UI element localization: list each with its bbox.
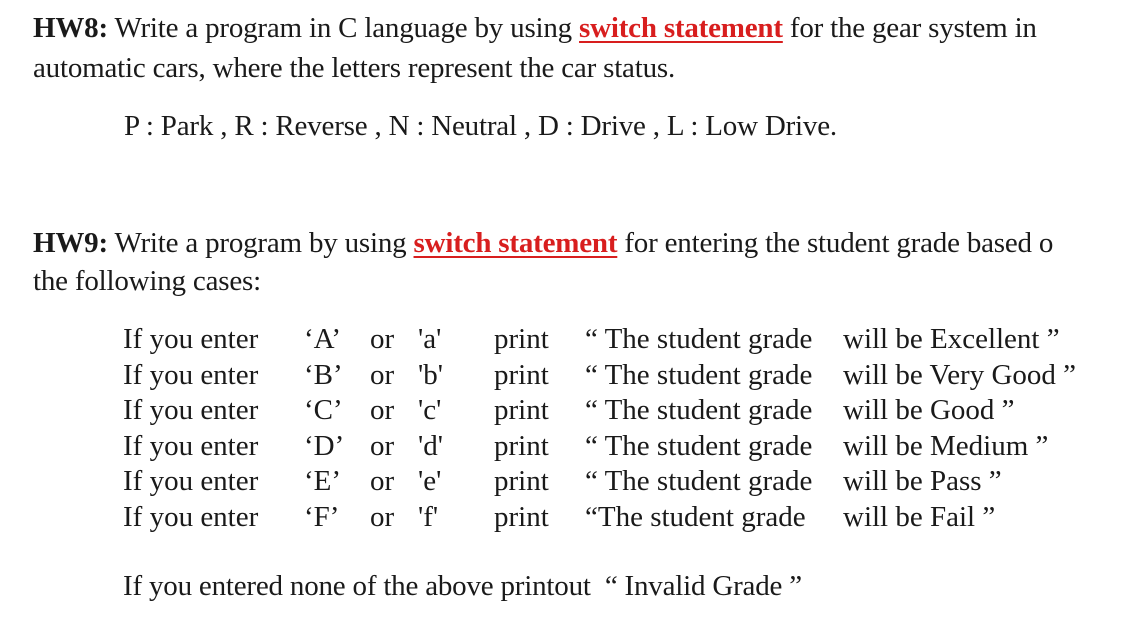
case-upper: ‘D’ — [304, 429, 345, 462]
case-result: will be Good ” — [843, 394, 1015, 426]
hw8-text-after: for the gear system in — [782, 12, 1037, 44]
case-result: will be Excellent ” — [843, 323, 1060, 355]
case-or: or — [370, 429, 395, 462]
case-print: print — [494, 429, 549, 462]
case-or: or — [370, 465, 395, 497]
case-lower: 'b' — [418, 358, 443, 391]
hw9-fallback: If you entered none of the above printout “ Invalid Grade ” — [123, 570, 802, 602]
case-lead: If you enter — [123, 429, 259, 462]
case-message: “ The student grade — [585, 394, 813, 426]
case-or: or — [370, 323, 395, 355]
case-or: or — [370, 500, 395, 533]
case-message: “ The student grade — [585, 465, 813, 497]
hw8-text-before: Write a program in C language by using — [107, 12, 580, 44]
case-lower: 'd' — [418, 429, 443, 462]
case-lead: If you enter — [123, 500, 259, 533]
case-or: or — [370, 358, 395, 391]
case-upper: ‘A’ — [304, 323, 342, 355]
case-or: or — [370, 394, 395, 426]
case-upper: ‘E’ — [304, 465, 342, 497]
case-print: print — [494, 465, 549, 497]
hw8-line2: automatic cars, where the letters represent the car status. — [33, 52, 676, 84]
hw9-emphasis: switch statement — [413, 227, 618, 259]
hw9-heading-line — [33, 225, 1053, 261]
hw8-emphasis: switch statement — [579, 12, 783, 44]
case-result: will be Pass ” — [843, 465, 1002, 497]
case-message: “ The student grade — [585, 323, 813, 355]
case-lead: If you enter — [123, 358, 259, 391]
case-upper: ‘F’ — [304, 500, 340, 533]
hw9-text-after: for entering the student grade based o — [617, 227, 1054, 259]
case-result: will be Medium ” — [843, 429, 1049, 462]
case-message: “ The student grade — [585, 358, 813, 391]
hw8-heading-line — [33, 10, 1037, 46]
case-message: “The student grade — [585, 500, 806, 533]
case-lead: If you enter — [123, 394, 259, 426]
case-upper: ‘B’ — [304, 358, 343, 391]
case-result: will be Fail ” — [843, 500, 996, 533]
case-result: will be Very Good ” — [843, 358, 1077, 391]
case-lead: If you enter — [123, 323, 259, 355]
case-lower: 'f' — [418, 500, 439, 533]
case-print: print — [494, 394, 549, 426]
case-lower: 'a' — [418, 323, 442, 355]
hw8-gears: P : Park , R : Reverse , N : Neutral , D : Drive , L : Low Drive. — [124, 110, 837, 142]
case-print: print — [494, 358, 549, 391]
hw8-label: HW8: — [33, 12, 108, 44]
case-message: “ The student grade — [585, 429, 813, 462]
case-print: print — [494, 323, 549, 355]
case-lower: 'c' — [418, 394, 442, 426]
hw9-line2: the following cases: — [33, 265, 261, 297]
case-lead: If you enter — [123, 465, 259, 497]
hw9-text-before: Write a program by using — [107, 227, 414, 259]
case-upper: ‘C’ — [304, 394, 343, 426]
case-lower: 'e' — [418, 465, 442, 497]
case-print: print — [494, 500, 549, 533]
hw9-label: HW9: — [33, 227, 108, 259]
